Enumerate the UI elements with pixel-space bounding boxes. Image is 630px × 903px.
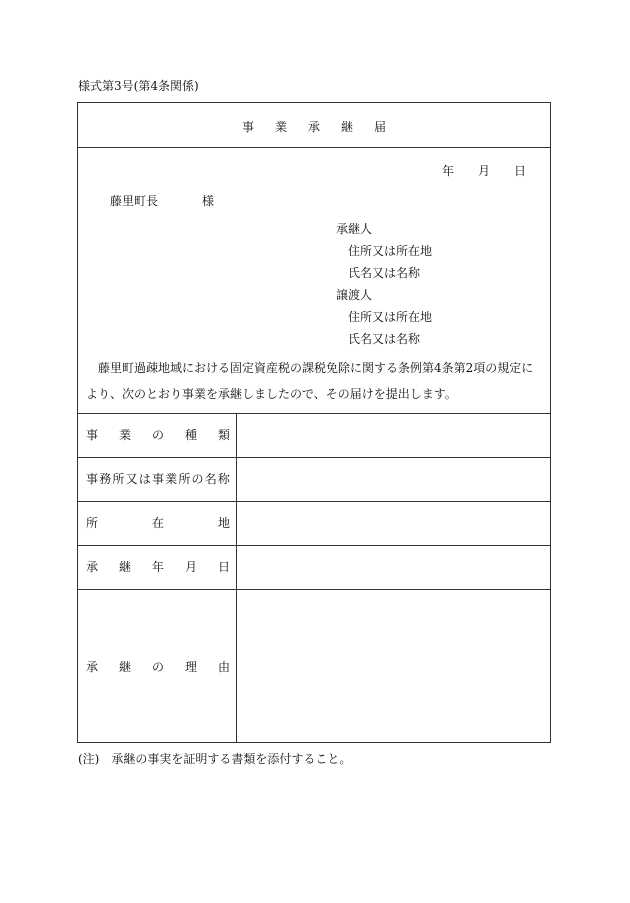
row-label-office-name: 事 務 所 又 は 事 業 所 の 名 称: [86, 472, 230, 486]
successor-heading: 承継人: [336, 222, 373, 236]
declaration-text: 藤里町過疎地域における固定資産税の課税免除に関する条例第4条第2項の規定により、次のとおり事業を承継しましたので、その届けを提出します。: [86, 361, 534, 401]
row-divider: [78, 545, 550, 546]
row-divider: [78, 457, 550, 458]
row-label-location: 所 在 地: [86, 516, 230, 530]
addressee-honorific: 様: [202, 194, 215, 208]
transferor-name-label: 氏名又は名称: [348, 332, 421, 346]
footnote: (注) 承継の事実を証明する書類を添付すること。: [78, 752, 352, 766]
row-label-succession-reason: 承 継 の 理 由: [86, 660, 230, 674]
successor-address-label: 住所又は所在地: [348, 244, 433, 258]
form-title: 事業承継届: [241, 120, 408, 134]
date-year-label: 年: [442, 164, 455, 178]
row-label-succession-date: 承 継 年 月 日: [86, 560, 230, 574]
row-divider: [78, 501, 550, 502]
date-month-label: 月: [478, 164, 491, 178]
form-number: 様式第3号(第4条関係): [78, 79, 199, 93]
successor-name-label: 氏名又は名称: [348, 266, 421, 280]
row-divider: [78, 589, 550, 590]
date-day-label: 日: [514, 164, 527, 178]
table-column-divider: [236, 413, 237, 743]
transferor-address-label: 住所又は所在地: [348, 310, 433, 324]
notification-form: [77, 102, 551, 743]
addressee-name: 藤里町長: [110, 194, 159, 208]
table-top-border: [78, 413, 550, 414]
row-label-business-type: 事 業 の 種 類: [86, 428, 230, 442]
title-divider: [78, 147, 550, 148]
transferor-heading: 譲渡人: [336, 288, 373, 302]
